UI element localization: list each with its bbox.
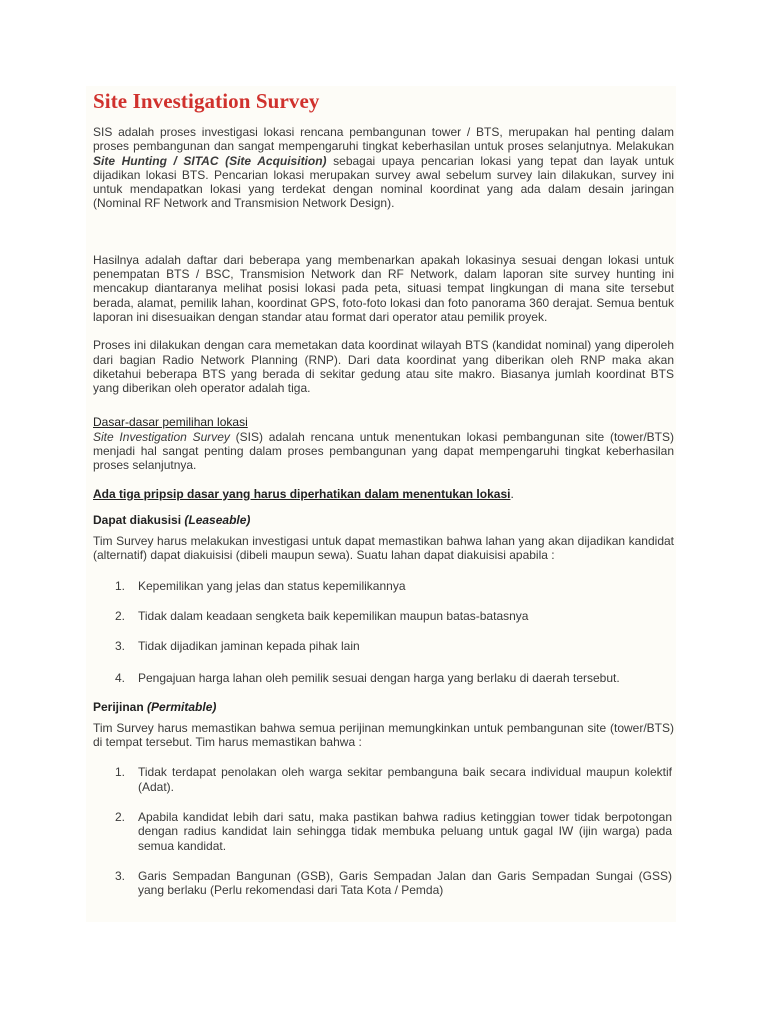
leaseable-list: [93, 579, 674, 686]
list-number: 4.: [115, 671, 126, 686]
list-text: Pengajuan harga lahan oleh pemilik sesuai dengan harga yang berlaku di daerah tersebut.: [138, 671, 620, 686]
list-number: 1.: [115, 765, 126, 780]
list-item: [93, 671, 674, 685]
dasar-heading: Dasar-dasar pemilihan lokasi: [93, 415, 248, 430]
permitable-heading-label: Perijinan: [93, 699, 148, 714]
dasar-paragraph: [93, 430, 674, 473]
list-item: [93, 869, 674, 898]
leaseable-heading: [93, 513, 674, 528]
list-number: 3.: [115, 639, 126, 654]
list-item: [93, 579, 674, 593]
prinsip-heading: Ada tiga pripsip dasar yang harus diperhatikan dalam menentukan lokasi: [93, 486, 511, 501]
sis-emphasis: Site Investigation Survey: [93, 429, 230, 444]
list-number: 2.: [115, 809, 126, 824]
intro-text-a: SIS adalah proses investigasi lokasi rencana pembangunan tower / BTS, merupakan hal penting dalam proses pembangunan dan sangat mempengaruhi tingkat keberhasilan untuk proses selanjutnya. Melakukan: [93, 125, 674, 154]
permitable-list: [93, 765, 674, 897]
list-text: Tidak dijadikan jaminan kepada pihak lain: [138, 639, 360, 654]
prinsip-period: .: [510, 486, 514, 501]
permitable-heading-em: (Permitable): [147, 699, 217, 714]
prinsip-line: [93, 487, 674, 501]
document-title: Site Investigation Survey: [93, 89, 320, 113]
permitable-body: Tim Survey harus memastikan bahwa semua perijinan memungkinkan untuk pembangunan site (tower/BTS) di tempat tersebut. Tim harus memastikan bahwa :: [93, 720, 674, 750]
leaseable-heading-em: (Leaseable): [184, 512, 251, 527]
permitable-heading: [93, 700, 674, 715]
list-number: 3.: [115, 868, 126, 883]
list-text: Garis Sempadan Bangunan (GSB), Garis Sempadan Jalan dan Garis Sempadan Sungai (GSS) yang berlaku (Perlu rekomendasi dari Tata Kota / Pemda): [138, 868, 672, 898]
leaseable-heading-label: Dapat diakusisi: [93, 512, 185, 527]
list-text: Tidak dalam keadaan sengketa baik kepemilikan maupun batas-batasnya: [138, 608, 529, 623]
list-item: [93, 810, 674, 853]
list-text: Tidak terdapat penolakan oleh warga sekitar pembanguna baik secara individual maupun kolektif (Adat).: [138, 765, 672, 794]
list-text: Kepemilikan yang jelas dan status kepemilikannya: [138, 578, 406, 593]
site-hunting-emphasis: Site Hunting / SITAC (Site Acquisition): [93, 153, 327, 168]
leaseable-body: Tim Survey harus melakukan investigasi untuk dapat memastikan bahwa lahan yang akan dijadikan kandidat (alternatif) dapat diakuisisi (dibeli maupun sewa). Suatu lahan dapat diakuisisi apabila :: [93, 533, 674, 563]
intro-paragraph-1: [93, 125, 674, 211]
list-item: [93, 765, 674, 794]
intro-paragraph-2: Hasilnya adalah daftar dari beberapa yang membenarkan apakah lokasinya sesuai dengan lokasi untuk penempatan BTS / BSC, Transmision Network dan RF Network, dalam laporan site survey hunting ini mencakup diantaranya melihat posisi lokasi pada peta, situasi tempat lingkungan di mana site tersebut berada, alamat, pemilik lahan, koordinat GPS, foto-foto lokasi dan foto panorama 360 derajat. Semua bentuk laporan ini disesuaikan dengan standar atau format dari operator atau pemilik proyek.: [93, 252, 674, 324]
list-item: [93, 609, 674, 623]
list-text: Apabila kandidat lebih dari satu, maka pastikan bahwa radius ketinggian tower tidak berpotongan dengan radius kandidat lain sehingga tidak membuka peluang untuk gagal IW (ijin warga) pada semua kandidat.: [138, 809, 672, 853]
list-number: 1.: [115, 578, 126, 593]
dasar-text: (SIS) adalah rencana untuk menentukan lokasi pembangunan site (tower/BTS) menjadi hal sangat penting dalam proses pembangunan yang dapat mempengaruhi tingkat keberhasilan proses selanjutnya.: [93, 429, 674, 473]
intro-paragraph-3: Proses ini dilakukan dengan cara memetakan data koordinat wilayah BTS (kandidat nominal) yang diperoleh dari bagian Radio Network Planning (RNP). Dari data koordinat yang diberikan oleh RNP maka akan diketahui beberapa BTS yang berada di sekitar gedung atau site makro. Biasanya jumlah koordinat BTS yang diberikan oleh operator adalah tiga.: [93, 338, 674, 396]
intro-text-b: sebagai upaya pencarian lokasi yang tepat dan layak untuk dijadikan lokasi BTS. Pencarian lokasi merupakan survey awal sebelum survey lain dilakukan, survey ini untuk mendapatkan lokasi yang terdekat dengan nominal koordinat yang ada dalam desain jaringan (Nominal RF Network and Transmision Network Design).: [93, 153, 674, 211]
list-item: [93, 639, 674, 653]
list-number: 2.: [115, 608, 126, 623]
document-page: [86, 86, 676, 922]
